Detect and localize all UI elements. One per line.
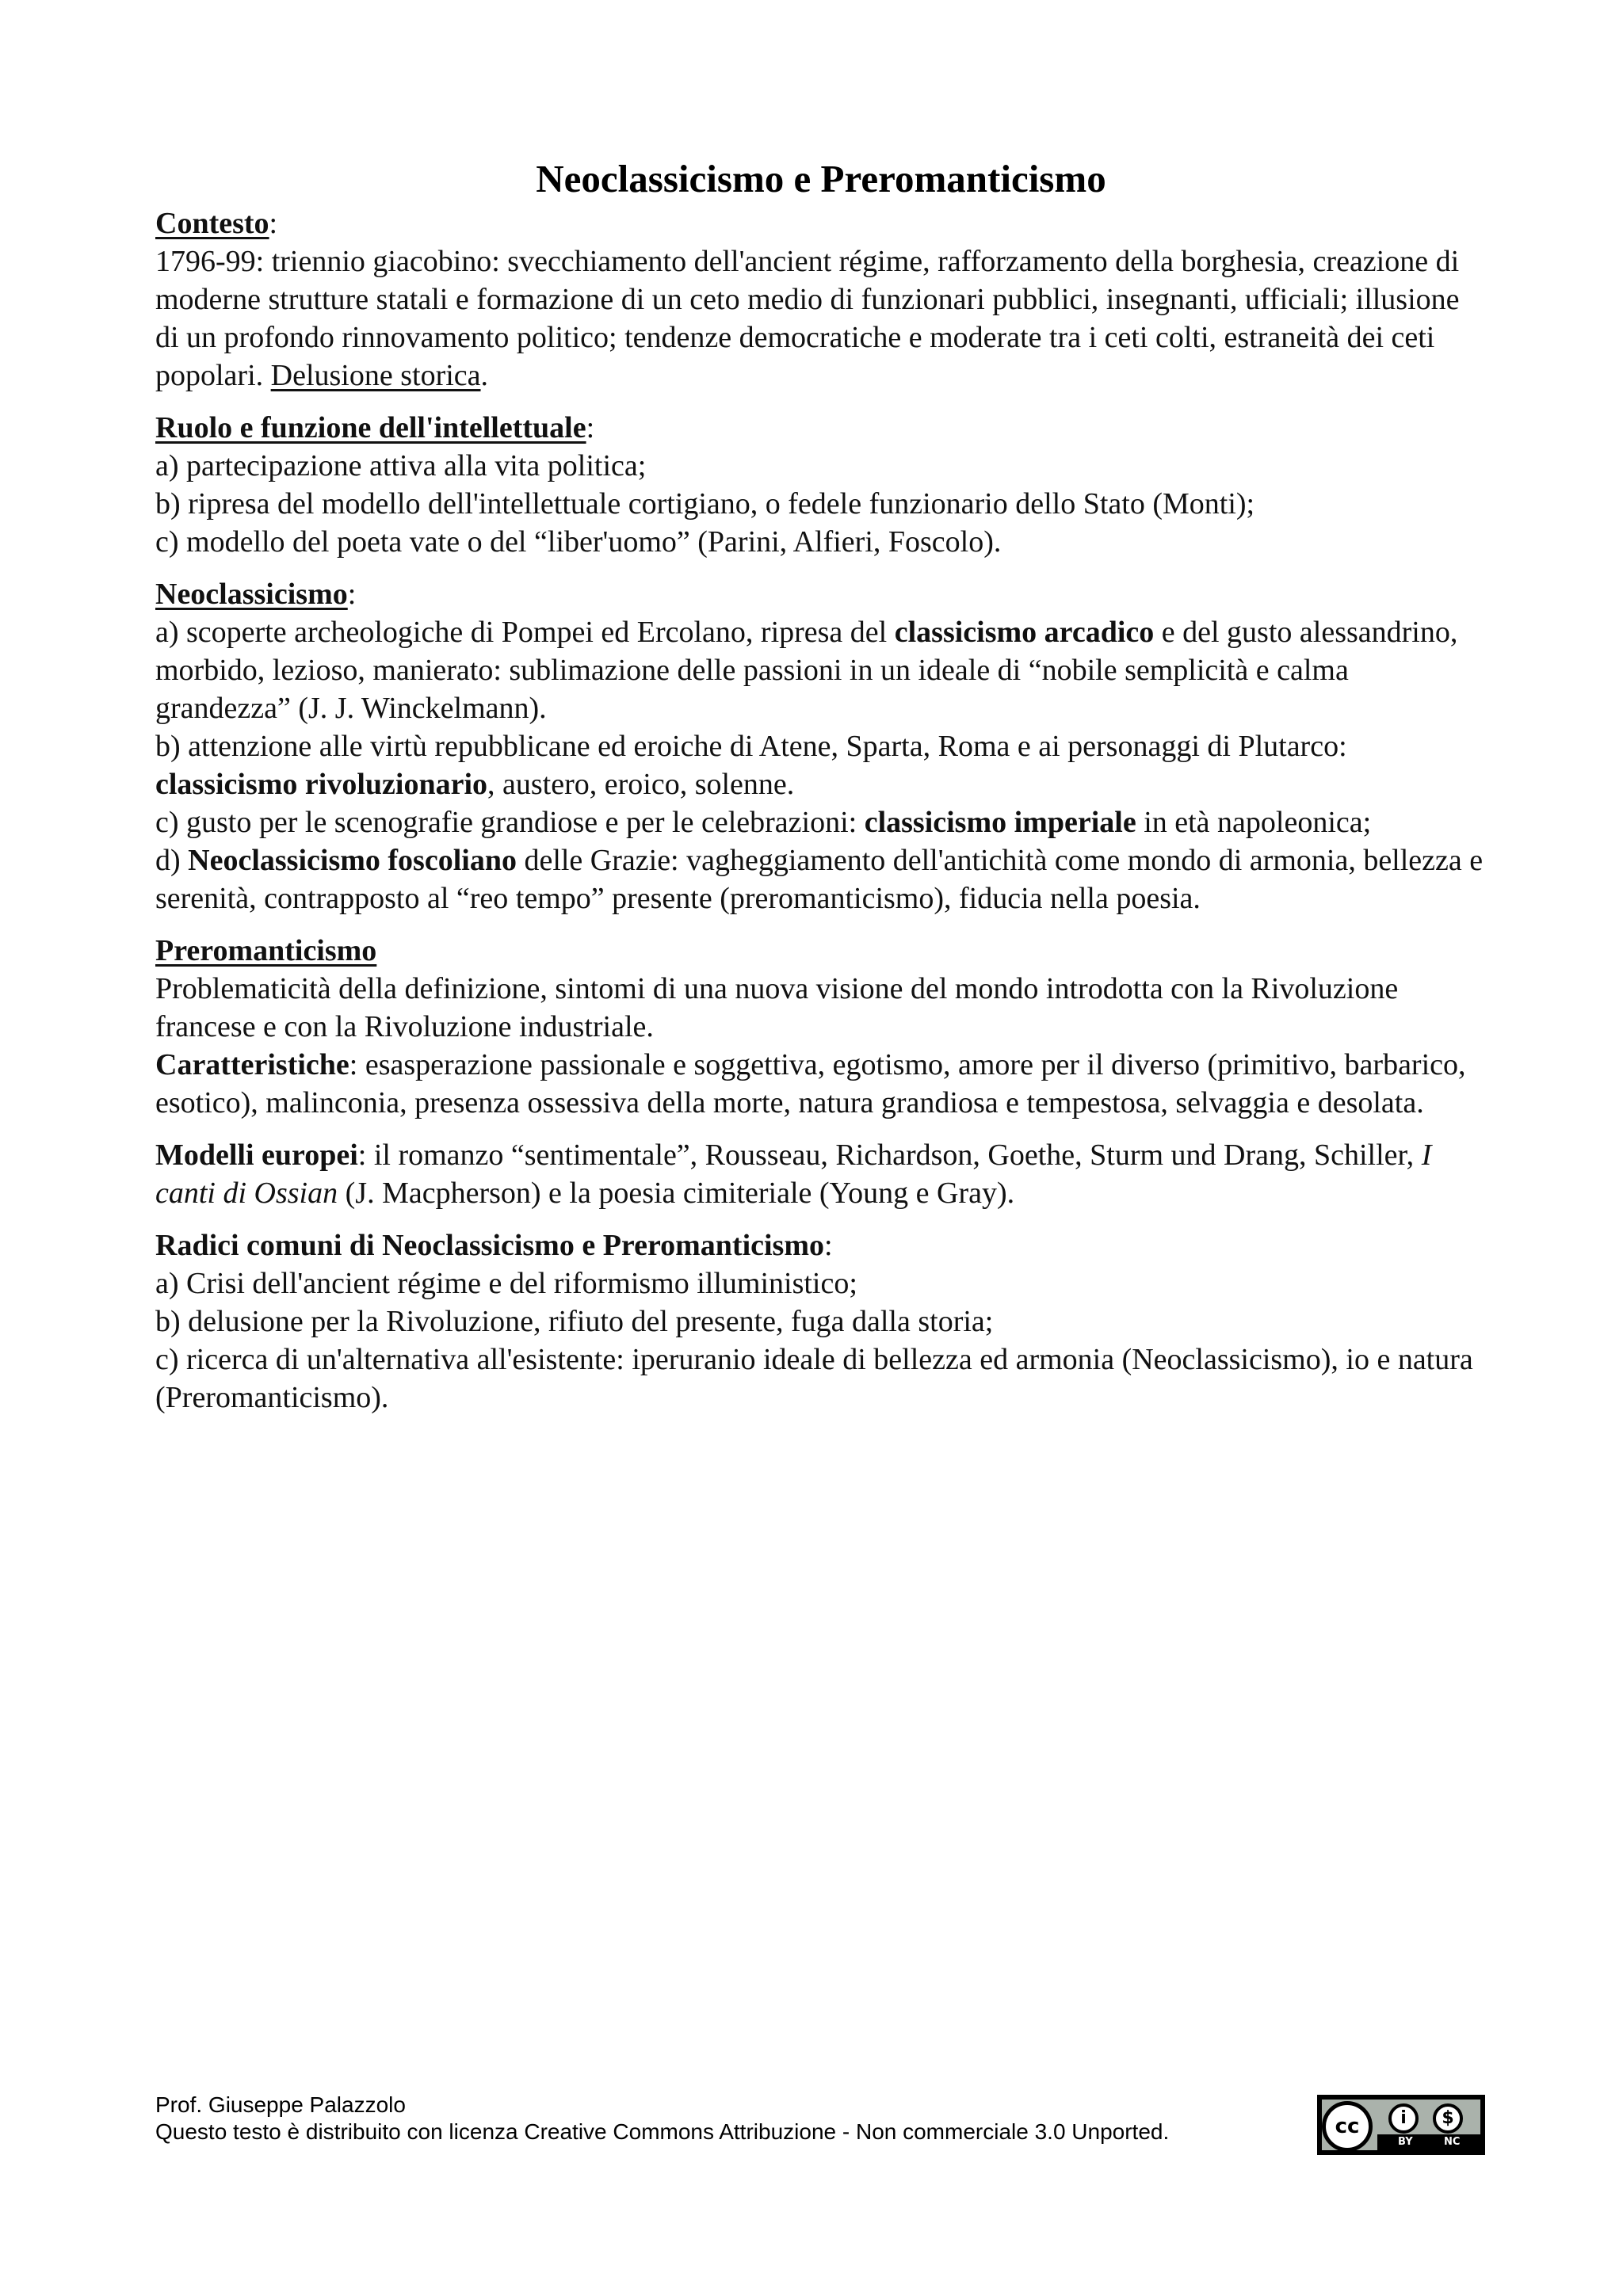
attribution-icon: i bbox=[1388, 2103, 1419, 2134]
cc-icon: cc bbox=[1322, 2101, 1373, 2152]
contesto-text: 1796-99: triennio giacobino: svecchiamento dell'ancient régime, rafforzamento della borghesia, creazione di moderne strutture statali e formazione di un ceto medio di funzionari pubblici, insegnanti, ufficiali; illusione di un profondo rinnovamento politico; tendenze democratiche e moderate tra i ceti colti, estraneità dei ceti popolari. bbox=[155, 245, 1460, 392]
neo-item-d: d) Neoclassicismo foscoliano delle Grazie: vagheggiamento dell'antichità come mondo di armonia, bellezza e serenità, contrapposto al “reo tempo” presente (preromanticismo), fiducia nella poesia. bbox=[155, 844, 1484, 915]
section-radici bbox=[155, 1226, 1487, 1417]
noncommercial-icon: $ bbox=[1433, 2103, 1463, 2134]
neo-colon: : bbox=[347, 578, 357, 611]
neo-item-c: c) gusto per le scenografie grandiose e per le celebrazioni: classicismo imperiale in età napoleonica; bbox=[155, 806, 1372, 839]
footer-license: Questo testo è distribuito con licenza Creative Commons Attribuzione - Non commerciale 3.0 Unported. bbox=[155, 2119, 1170, 2144]
prerom-caratteristiche: Caratteristiche: esasperazione passionale e soggettiva, egotismo, amore per il diverso (primitivo, barbarico, esotico), malinconia, presenza ossessiva della morte, natura grandiosa e tempestosa, selvaggia e desolata. bbox=[155, 1048, 1466, 1119]
neo-item-b-bold: classicismo rivoluzionario bbox=[155, 768, 488, 801]
neo-item-b: b) attenzione alle virtù repubblicane ed eroiche di Atene, Sparta, Roma e ai personaggi di Plutarco: classicismo rivoluzionario, austero, eroico, solenne. bbox=[155, 730, 1347, 801]
radici-colon: : bbox=[824, 1229, 833, 1262]
neo-heading: Neoclassicismo bbox=[155, 578, 348, 611]
caratteristiche-label: Caratteristiche bbox=[155, 1048, 349, 1081]
ruolo-item-c: c) modello del poeta vate o del “liber'uomo” (Parini, Alfieri, Foscolo). bbox=[155, 525, 1002, 559]
contesto-heading: Contesto bbox=[155, 207, 269, 240]
section-modelli: Modelli europei: il romanzo “sentimentale”, Rousseau, Richardson, Goethe, Sturm und Drang, Schiller, I canti di Ossian (J. Macpherson) e la poesia cimiteriale (Young e Gray). bbox=[155, 1138, 1432, 1210]
badge-nc-label: NC bbox=[1444, 2136, 1461, 2148]
modelli-label: Modelli europei bbox=[155, 1138, 358, 1172]
document-page bbox=[155, 155, 1487, 1417]
ruolo-colon: : bbox=[586, 411, 595, 444]
radici-item-a: a) Crisi dell'ancient régime e del riformismo illuministico; bbox=[155, 1267, 857, 1300]
ossian-title: I canti di Ossian bbox=[155, 1138, 1432, 1210]
neo-item-c-bold: classicismo imperiale bbox=[864, 806, 1136, 839]
neo-item-d-bold: Neoclassicismo foscoliano bbox=[188, 844, 517, 877]
section-ruolo bbox=[155, 409, 1487, 561]
neo-item-a-bold: classicismo arcadico bbox=[894, 616, 1155, 649]
ruolo-item-b: b) ripresa del modello dell'intellettuale cortigiano, o fedele funzionario dello Stato (Monti); bbox=[155, 487, 1255, 521]
section-preromanticismo bbox=[155, 932, 1487, 1122]
radici-item-b: b) delusione per la Rivoluzione, rifiuto del presente, fuga dalla storia; bbox=[155, 1305, 994, 1338]
contesto-end: . bbox=[480, 359, 489, 392]
section-neoclassicismo bbox=[155, 575, 1487, 917]
prerom-heading: Preromanticismo bbox=[155, 934, 377, 967]
section-contesto bbox=[155, 204, 1487, 395]
badge-by-label: BY bbox=[1398, 2136, 1413, 2148]
prerom-text: Problematicità della definizione, sintomi di una nuova visione del mondo introdotta con la Rivoluzione francese e con la Rivoluzione industriale. bbox=[155, 972, 1399, 1043]
ruolo-heading: Ruolo e funzione dell'intellettuale bbox=[155, 411, 586, 444]
cc-license-badge[interactable] bbox=[1317, 2095, 1485, 2155]
page-footer bbox=[155, 2092, 1487, 2155]
delusione-storica-link: Delusione storica bbox=[270, 359, 481, 392]
radici-item-c: c) ricerca di un'alternativa all'esistente: iperuranio ideale di bellezza ed armonia (Neoclassicismo), io e natura (Preromanticismo). bbox=[155, 1343, 1473, 1414]
footer-author: Prof. Giuseppe Palazzolo bbox=[155, 2092, 406, 2117]
ruolo-item-a: a) partecipazione attiva alla vita politica; bbox=[155, 449, 647, 482]
contesto-colon: : bbox=[269, 207, 278, 240]
page-title: Neoclassicismo e Preromanticismo bbox=[536, 157, 1106, 200]
radici-heading: Radici comuni di Neoclassicismo e Preromanticismo bbox=[155, 1229, 824, 1262]
neo-item-a: a) scoperte archeologiche di Pompei ed Ercolano, ripresa del classicismo arcadico e del gusto alessandrino, morbido, lezioso, manierato: sublimazione delle passioni in un ideale di “nobile semplicità e calma grandezza” (J. J. Winckelmann). bbox=[155, 616, 1458, 725]
